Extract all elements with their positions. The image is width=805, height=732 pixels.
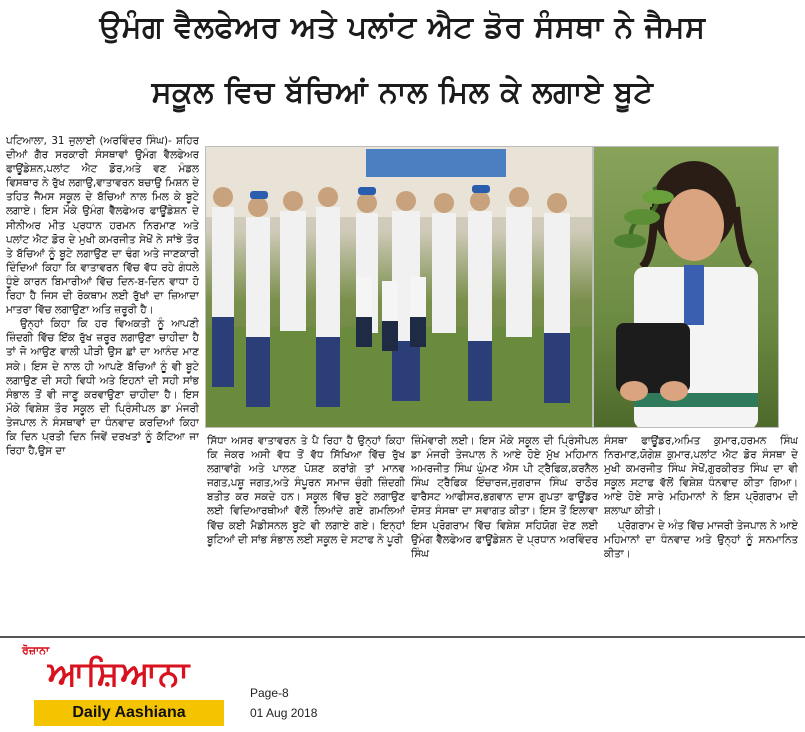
article-paragraph: ਉਨ੍ਹਾਂ ਕਿਹਾ ਕਿ ਹਰ ਵਿਅਕਤੀ ਨੂੰ ਆਪਣੀ ਜ਼ਿੰਦਗੀ ਵਿੱਚ ਇੱਕ ਰੁੱਖ ਜ਼ਰੂਰ ਲਗਾਉਣਾ ਚਾਹੀਦਾ ਹੈ ਤਾਂ ਜੋ ਆਉਣ ਵਾਲੀ ਪੀੜੀ ਉਸ ਛਾਂ ਦਾ ਆਨੰਦ ਮਾਣ ਸਕੇ। ਇਸ ਦੇ ਨਾਲ ਹੀ ਆਪਣੇ ਬੱਚਿਆਂ ਨੂੰ ਵੀ ਬੂਟੇ ਲਗਾਉਣ ਦੀ ਸਹੀ ਵਿਧੀ ਅਤੇ ਇਹਨਾਂ ਦੀ ਸਹੀ ਸਾਂਭ ਸੰਭਾਲ ਤੋਂ ਵੀ ਜਾਣੂ ਕਰਵਾਉਣਾ ਚਾਹੀਦਾ ਹੈ। ਇਸ ਮੌਕੇ ਵਿਸ਼ੇਸ਼ ਤੌਰ ਸਕੂਲ ਦੀ ਪ੍ਰਿੰਸੀਪਲ ਡਾ ਮੰਜਰੀ ਤੇਜਪਾਲ ਨੇ ਸੰਸਥਾਵਾਂ ਦਾ ਧੰਨਵਾਦ ਕਰਦਿਆਂ ਕਿਹਾ ਕਿ ਦਿਨ ਪ੍ਰਤੀ ਦਿਨ ਜਿਵੇਂ ਦਰਖਤਾਂ ਨੂੰ ਕੱਟਿਆ ਜਾ ਰਿਹਾ ਹੈ,ਉਸ ਦਾ: [6, 318, 199, 458]
girl-with-plant-photo: [593, 146, 779, 428]
logo-english-text: Daily Aashiana: [72, 704, 186, 721]
article-bottom-column-1: [207, 434, 405, 622]
headline-line-2: ਸਕੂਲ ਵਿਚ ਬੱਚਿਆਂ ਨਾਲ ਮਿਲ ਕੇ ਲਗਾਏ ਬੂਟੇ: [151, 75, 654, 110]
article-paragraph: ਜ਼ਿੰਮੇਵਾਰੀ ਲਈ। ਇਸ ਮੌਕੇ ਸਕੂਲ ਦੀ ਪ੍ਰਿੰਸੀਪਲ ਡਾ ਮੰਜਰੀ ਤੇਜਪਾਲ ਨੇ ਆਏ ਹੋਏ ਮੁੱਖ ਮਹਿਮਾਨ ਅਮਰਜੀਤ ਸਿੰਘ ਘੁੰਮਣ ਐਸ ਪੀ ਟ੍ਰੈਫਿਕ,ਕਰਨੈਲ ਸਿੰਘ ਟ੍ਰੈਫਿਕ ਇੰਚਾਰਜ,ਜੁਗਰਾਜ ਸਿੰਘ ਰਾਠੌਰ ਫਾਰੈਸਟ ਆਫੀਸਰ,ਭਗਵਾਨ ਦਾਸ ਗੁਪਤਾ ਫਾਊਂਡਰ ਦੋਸਤ ਸੰਸਥਾ ਦਾ ਸਵਾਗਤ ਕੀਤਾ। ਇਸ ਤੋਂ ਇਲਾਵਾ ਇਸ ਪ੍ਰੋਗਰਾਮ ਵਿੱਚ ਵਿਸ਼ੇਸ਼ ਸਹਿਯੋਗ ਦੇਣ ਲਈ ਉਮੰਗ ਵੈੱਲਫੇਅਰ ਫਾਊਂਡੇਸ਼ਨ ਦੇ ਪ੍ਰਧਾਨ ਅਰਵਿੰਦਰ ਸਿੰਘ: [411, 435, 598, 560]
headline: [0, 6, 805, 116]
article-paragraph: ਸੰਸਥਾ ਫਾਊਂਡਰ,ਅਮਿਤ ਕੁਮਾਰ,ਹਰਮਨ ਸਿੰਘ ਨਿਰਮਾਣ,ਯੋਗੇਸ਼ ਕੁਮਾਰ,ਪਲਾਂਟ ਐਟ ਡੋਰ ਸੰਸਥਾ ਦੇ ਮੁਖੀ ਕਮਰਜੀਤ ਸਿੰਘ ਸੇਖੋਂ,ਗੁਰਕੀਰਤ ਸਿੰਘ ਦਾ ਵੀ ਸਕੂਲ ਸਟਾਫ ਵੱਲੋਂ ਵਿਸ਼ੇਸ਼ ਧੰਨਵਾਦ ਕੀਤਾ ਗਿਆ। ਆਏ ਹੋਏ ਸਾਰੇ ਮਹਿਮਾਨਾਂ ਨੇ ਇਸ ਪ੍ਰੋਗਰਾਮ ਦੀ ਸ਼ਲਾਘਾ ਕੀਤੀ।: [604, 435, 798, 518]
article-paragraph: ਪਟਿਆਲਾ, 31 ਜੁਲਾਈ (ਅਰਵਿੰਦਰ ਸਿੰਘ)- ਸ਼ਹਿਰ ਦੀਆਂ ਗੈਰ ਸਰਕਾਰੀ ਸੰਸਥਾਵਾਂ ਉਮੰਗ ਵੈਲਫੇਅਰ ਫਾਊਂਡੇਸ਼ਨ,ਪਲਾਂਟ ਐਟ ਡੋਰ,ਅਤੇ ਵਣ ਮੰਡਲ ਵਿਸਥਾਰ ਨੇ ਰੁੱਖ ਲਗਾਉ,ਵਾਤਾਵਰਨ ਬਚਾਉ ਮਿਸ਼ਨ ਦੇ ਤਹਿਤ ਜੈਮਸ ਸਕੂਲ ਦੇ ਬੱਚਿਆਂ ਨਾਲ ਮਿਲ ਕੇ ਬੂਟੇ ਲਗਾਏ। ਇਸ ਮੌਕੇ ਉਮੰਗ ਵੈੱਲਫੇਅਰ ਫਾਊਂਡੇਸ਼ਨ ਦੇ ਸੀਨੀਅਰ ਮੀਤ ਪ੍ਰਧਾਨ ਹਰਮਨ ਨਿਰਮਾਣ ਅਤੇ ਪਲਾਂਟ ਐਟ ਡੋਰ ਦੇ ਮੁਖੀ ਕਮਰਜੀਤ ਸੇਖੋਂ ਨੇ ਸਾਂਝੇ ਤੌਰ ਤੇ ਬੱਚਿਆਂ ਨੂੰ ਬੂਟੇ ਲਗਾਉਣ ਦਾ ਢੰਗ ਅਤੇ ਜਾਣਕਾਰੀ ਦਿੰਦਿਆਂ ਕਿਹਾ ਕਿ ਵਾਤਾਵਰਨ ਵਿੱਚ ਵੱਧ ਰਹੇ ਗੰਧਲੇ ਧੂੰਏ ਕਾਰਨ ਬਿਮਾਰੀਆਂ ਵਿੱਚ ਦਿਨ-ਬ-ਦਿਨ ਵਾਧਾ ਹੋ ਰਿਹਾ ਹੈ ਜਿਸ ਦੀ ਰੋਕਥਾਮ ਲਈ ਰੁੱਖਾਂ ਦਾ ਜ਼ਿਆਦਾ ਮਾਤਰਾ ਵਿੱਚ ਲਗਾਉਣਾ ਅਤਿ ਜ਼ਰੂਰੀ ਹੈ।: [6, 135, 199, 317]
article-left-column: [6, 134, 199, 632]
article-paragraph: ਸਿੱਧਾ ਅਸਰ ਵਾਤਾਵਰਨ ਤੇ ਪੈ ਰਿਹਾ ਹੈ ਉਨ੍ਹਾਂ ਕਿਹਾ ਕਿ ਜੇਕਰ ਅਸੀ ਵੱਧ ਤੋਂ ਵੱਧ ਸਿੱਖਿਆ ਵਿੱਚ ਰੁੱਖ ਲਗਾਵਾਂਗੇ ਅਤੇ ਪਾਲਣ ਪੋਸ਼ਣ ਕਰਾਂਗੇ ਤਾਂ ਮਾਨਵ ਜਗਤ,ਪਸ਼ੂ ਜਗਤ,ਅਤੇ ਸੰਪੂਰਨ ਸਮਾਜ ਚੰਗੀ ਜ਼ਿੰਦਗੀ ਬਤੀਤ ਕਰ ਸਕਦੇ ਹਨ। ਸਕੂਲ ਵਿੱਚ ਬੂਟੇ ਲਗਾਉਣ ਲਈ ਵਿਦਿਆਰਥੀਆਂ ਵੱਲੋਂ ਲਿਆਂਦੇ ਗਏ ਗਮਲਿਆਂ ਵਿੱਚ ਕਈ ਮੈਡੀਸਨਲ ਬੂਟੇ ਵੀ ਲਗਾਏ ਗਏ। ਇਨ੍ਹਾਂ ਬੂਟਿਆਂ ਦੀ ਸਾਂਭ ਸੰਭਾਲ ਲਈ ਸਕੂਲ ਦੇ ਸਟਾਫ ਨੇ ਪੂਰੀ: [207, 435, 405, 546]
article-paragraph: ਪ੍ਰੋਗਰਾਮ ਦੇ ਅੰਤ ਵਿੱਚ ਮਾਜਰੀ ਤੇਜਪਾਲ ਨੇ ਆਏ ਮਹਿਮਾਨਾਂ ਦਾ ਧੰਨਵਾਦ ਅਤੇ ਉਨ੍ਹਾਂ ਨੂੰ ਸਨਮਾਨਿਤ ਕੀਤਾ।: [604, 519, 798, 560]
page-number: Page-8: [250, 686, 289, 700]
article-bottom-column-2: [411, 434, 598, 622]
girl-photo-illustration: [594, 147, 779, 428]
group-photo-illustration: [206, 147, 593, 428]
headline-line-1: ਉਮੰਗ ਵੈਲਫੇਅਰ ਅਤੇ ਪਲਾਂਟ ਐਟ ਡੋਰ ਸੰਸਥਾ ਨੇ ਜੈਮਸ: [99, 10, 706, 45]
group-photo: [205, 146, 593, 428]
logo-small-text: ਰੋਜ਼ਾਨਾ: [22, 644, 50, 657]
logo-title: ਆਸ਼ਿਆਨਾ: [47, 654, 191, 694]
article-bottom-column-3: [604, 434, 798, 622]
page-date: 01 Aug 2018: [250, 706, 318, 720]
logo-english-bar: [34, 700, 224, 726]
newspaper-logo: [8, 644, 230, 728]
footer-divider: [0, 636, 805, 638]
